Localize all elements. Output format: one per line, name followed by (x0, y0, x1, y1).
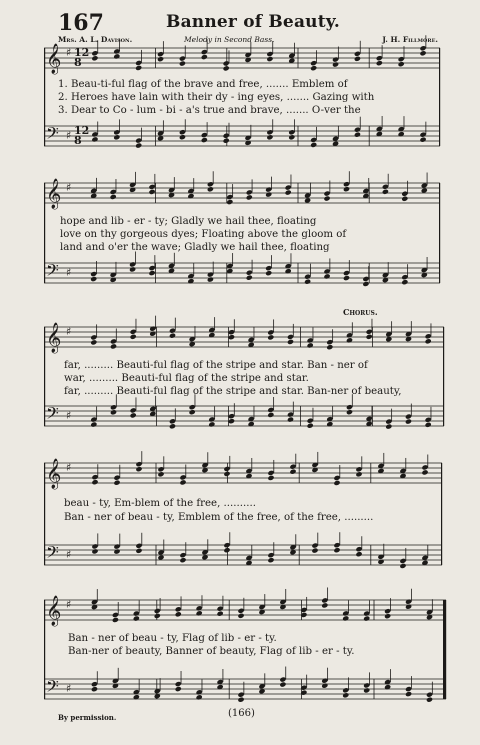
note-head (196, 610, 203, 616)
key-signature-sharp: ♯ (66, 548, 72, 561)
note-head (346, 337, 353, 343)
barline (370, 545, 371, 565)
note-head (179, 134, 186, 140)
note-head (321, 602, 328, 608)
treble-clef: 𝄞 (46, 44, 62, 74)
note-head (332, 61, 339, 67)
note-head (354, 56, 361, 62)
note-head (223, 547, 230, 553)
lyric-line-s2-v1: hope and lib - er - ty; Gladly we hail thee, floating (60, 216, 317, 227)
page-number: (166) (228, 708, 255, 719)
note-head (237, 697, 244, 703)
note-head (426, 697, 433, 703)
barline (229, 679, 230, 699)
note-head (289, 469, 296, 475)
note-head (398, 61, 405, 67)
note-head (385, 424, 392, 430)
note-head (148, 270, 155, 276)
note-head (133, 615, 140, 621)
time-signature: 12 (74, 46, 90, 59)
bass-clef: 𝄢 (46, 123, 59, 147)
barline (299, 545, 300, 565)
note-head (343, 275, 350, 281)
note-head (246, 194, 253, 200)
note-head (425, 422, 432, 428)
note-head (179, 60, 186, 66)
note-head (382, 189, 389, 195)
chorus-label: Chorus. (343, 307, 378, 317)
lyric-line-s5-v1: Ban - ner of beau - ty, Flag of lib - er - ty. (68, 633, 277, 644)
note-head (405, 418, 412, 424)
note-head (366, 334, 373, 340)
barline (298, 126, 299, 146)
note-head (405, 691, 412, 697)
note-head (207, 186, 214, 192)
barline (156, 327, 157, 347)
barline (155, 48, 156, 68)
note-head (157, 56, 164, 62)
barline (298, 48, 299, 68)
time-signature: 12 (74, 124, 90, 137)
note-head (419, 137, 426, 143)
note-head (110, 409, 117, 415)
note-head (91, 55, 98, 61)
key-signature-sharp: ♯ (66, 409, 72, 422)
note-head (310, 65, 317, 71)
note-head (285, 268, 292, 274)
note-head (90, 421, 97, 427)
note-head (189, 409, 196, 415)
note-head (265, 191, 272, 197)
note-head (135, 65, 142, 71)
note-head (90, 339, 97, 345)
note-head (267, 412, 274, 418)
note-head (267, 334, 274, 340)
note-head (148, 189, 155, 195)
note-head (91, 479, 98, 485)
note-head (113, 548, 120, 554)
note-head (135, 142, 142, 148)
note-head (267, 557, 274, 563)
note-head (154, 613, 161, 619)
note-head (267, 475, 274, 481)
note-head (310, 142, 317, 148)
lyric-line-s5-v2: Ban-ner of beauty, Banner of beauty, Flag of lib - er - ty. (68, 646, 355, 657)
note-head (201, 54, 208, 60)
note-head (343, 186, 350, 192)
note-head (399, 563, 406, 569)
barline (156, 545, 157, 565)
key-signature-sharp: ♯ (66, 266, 72, 279)
barline (155, 183, 156, 203)
bass-clef: 𝄢 (46, 403, 59, 427)
note-head (326, 344, 333, 350)
note-head (217, 611, 224, 617)
note-head (363, 615, 370, 621)
barline (299, 463, 300, 483)
note-head (425, 338, 432, 344)
note-head (112, 617, 119, 623)
note-head (355, 551, 362, 557)
note-head (110, 343, 117, 349)
barline (155, 126, 156, 146)
barline (226, 183, 227, 203)
note-head (333, 547, 340, 553)
note-head (130, 412, 137, 418)
note-head (288, 134, 295, 140)
note-head (384, 613, 391, 619)
note-head (304, 279, 311, 285)
lyricist-credit: Mrs. A. L. Davison. (58, 35, 133, 44)
barline (443, 600, 446, 699)
note-head (179, 479, 186, 485)
composer-credit: J. H. Fillmore. (382, 35, 438, 44)
melody-note: Melody in Second Bass. (184, 35, 275, 44)
note-head (223, 138, 230, 144)
note-head (323, 195, 330, 201)
note-head (201, 137, 208, 143)
note-head (113, 480, 120, 486)
treble-clef: 𝄞 (46, 179, 62, 209)
note-head (419, 50, 426, 56)
key-signature-sharp: ♯ (66, 129, 72, 142)
note-head (342, 615, 349, 621)
note-head (354, 132, 361, 138)
lyric-line-s4-v2: Ban - ner of beau - ty, Emblem of the free, of the free, ......... (64, 512, 374, 523)
barline (374, 679, 375, 699)
lyric-line-s1-v1: 1. Beau-ti-ful flag of the brave and free, ....... Emblem of (58, 79, 348, 90)
note-head (223, 471, 230, 477)
note-head (311, 548, 318, 554)
note-head (228, 418, 235, 424)
note-head (376, 60, 383, 66)
barline (298, 263, 299, 283)
key-signature-sharp: ♯ (66, 598, 72, 611)
note-head (223, 65, 230, 71)
note-head (157, 471, 164, 477)
barline (229, 600, 230, 620)
time-signature: 8 (74, 134, 82, 147)
hymn-title: Banner of Beauty. (166, 12, 341, 32)
note-head (149, 331, 156, 337)
note-head (91, 548, 98, 554)
key-signature-sharp: ♯ (66, 325, 72, 338)
note-head (226, 199, 233, 205)
note-head (342, 692, 349, 698)
barline (369, 48, 370, 68)
note-head (91, 136, 98, 142)
note-head (363, 687, 370, 693)
note-head (228, 334, 235, 340)
note-head (401, 279, 408, 285)
barline (155, 263, 156, 283)
lyric-line-s3-v1: far, ......... Beauti-ful flag of the stripe and star. Ban - ner of (64, 360, 368, 371)
note-head (321, 683, 328, 689)
barline (369, 126, 370, 146)
note-head (91, 686, 98, 692)
lyric-line-s3-v2: war, ......... Beauti-ful flag of the stripe and star. (64, 373, 309, 384)
barline (300, 327, 301, 347)
barline (439, 48, 440, 146)
note-head (129, 266, 136, 272)
lyric-line-s4-v1: beau - ty, Em-blem of the free, .......... (64, 498, 256, 509)
note-head (405, 604, 412, 610)
bass-clef: 𝄢 (46, 542, 59, 566)
treble-clef: 𝄞 (46, 459, 62, 489)
lyric-line-s1-v2: 2. Heroes have lain with their dy - ing eyes, ....... Gazing with (58, 92, 375, 103)
barline (300, 406, 301, 426)
lyric-line-s3-v3: far, ......... Beauti-ful flag of the stripe and star. Ban-ner of beauty, (64, 386, 402, 397)
note-head (179, 557, 186, 563)
note-head (266, 134, 273, 140)
note-head (237, 613, 244, 619)
barline (298, 183, 299, 203)
note-head (401, 196, 408, 202)
treble-clef: 𝄞 (46, 323, 62, 353)
note-head (207, 276, 214, 282)
note-head (208, 421, 215, 427)
note-head (135, 466, 142, 472)
note-head (307, 423, 314, 429)
note-head (346, 409, 353, 415)
note-head (279, 681, 286, 687)
note-head (175, 611, 182, 617)
bass-clef: 𝄢 (46, 676, 59, 700)
note-head (130, 334, 137, 340)
bass-clef: 𝄢 (46, 260, 59, 284)
hymn-number: 167 (58, 10, 104, 36)
key-signature-sharp: ♯ (66, 46, 72, 59)
barline (228, 327, 229, 347)
note-head (113, 53, 120, 59)
barline (156, 463, 157, 483)
note-head (110, 194, 117, 200)
barline (439, 183, 440, 283)
time-signature: 8 (74, 56, 82, 69)
barline (156, 406, 157, 426)
note-head (196, 694, 203, 700)
note-head (265, 270, 272, 276)
note-head (266, 56, 273, 62)
note-head (246, 275, 253, 281)
key-signature-sharp: ♯ (66, 461, 72, 474)
note-head (285, 189, 292, 195)
note-head (287, 416, 294, 422)
key-signature-sharp: ♯ (66, 181, 72, 194)
barline (443, 327, 444, 426)
lyric-line-s1-v3: 3. Dear to Co - lum - bi - a's true and brave, ....... O-ver the (58, 105, 361, 116)
note-head (362, 281, 369, 287)
barline (374, 600, 375, 620)
note-head (169, 333, 176, 339)
note-head (175, 686, 182, 692)
key-signature-sharp: ♯ (66, 682, 72, 695)
note-head (323, 273, 330, 279)
lyric-line-s2-v2: love on thy gorgeous dyes; Floating above the gloom of (60, 229, 347, 240)
treble-clef: 𝄞 (46, 596, 62, 626)
permission-note: By permission. (58, 713, 117, 722)
note-head (90, 276, 97, 282)
note-head (355, 471, 362, 477)
note-head (333, 480, 340, 486)
note-head (113, 134, 120, 140)
lyric-line-s2-v3: land and o'er the wave; Gladly we hail thee, floating (60, 242, 330, 253)
note-head (287, 339, 294, 345)
note-head (307, 342, 314, 348)
barline (370, 463, 371, 483)
barline (228, 406, 229, 426)
barline (441, 463, 442, 565)
note-head (169, 423, 176, 429)
note-head (421, 469, 428, 475)
note-head (135, 548, 142, 554)
